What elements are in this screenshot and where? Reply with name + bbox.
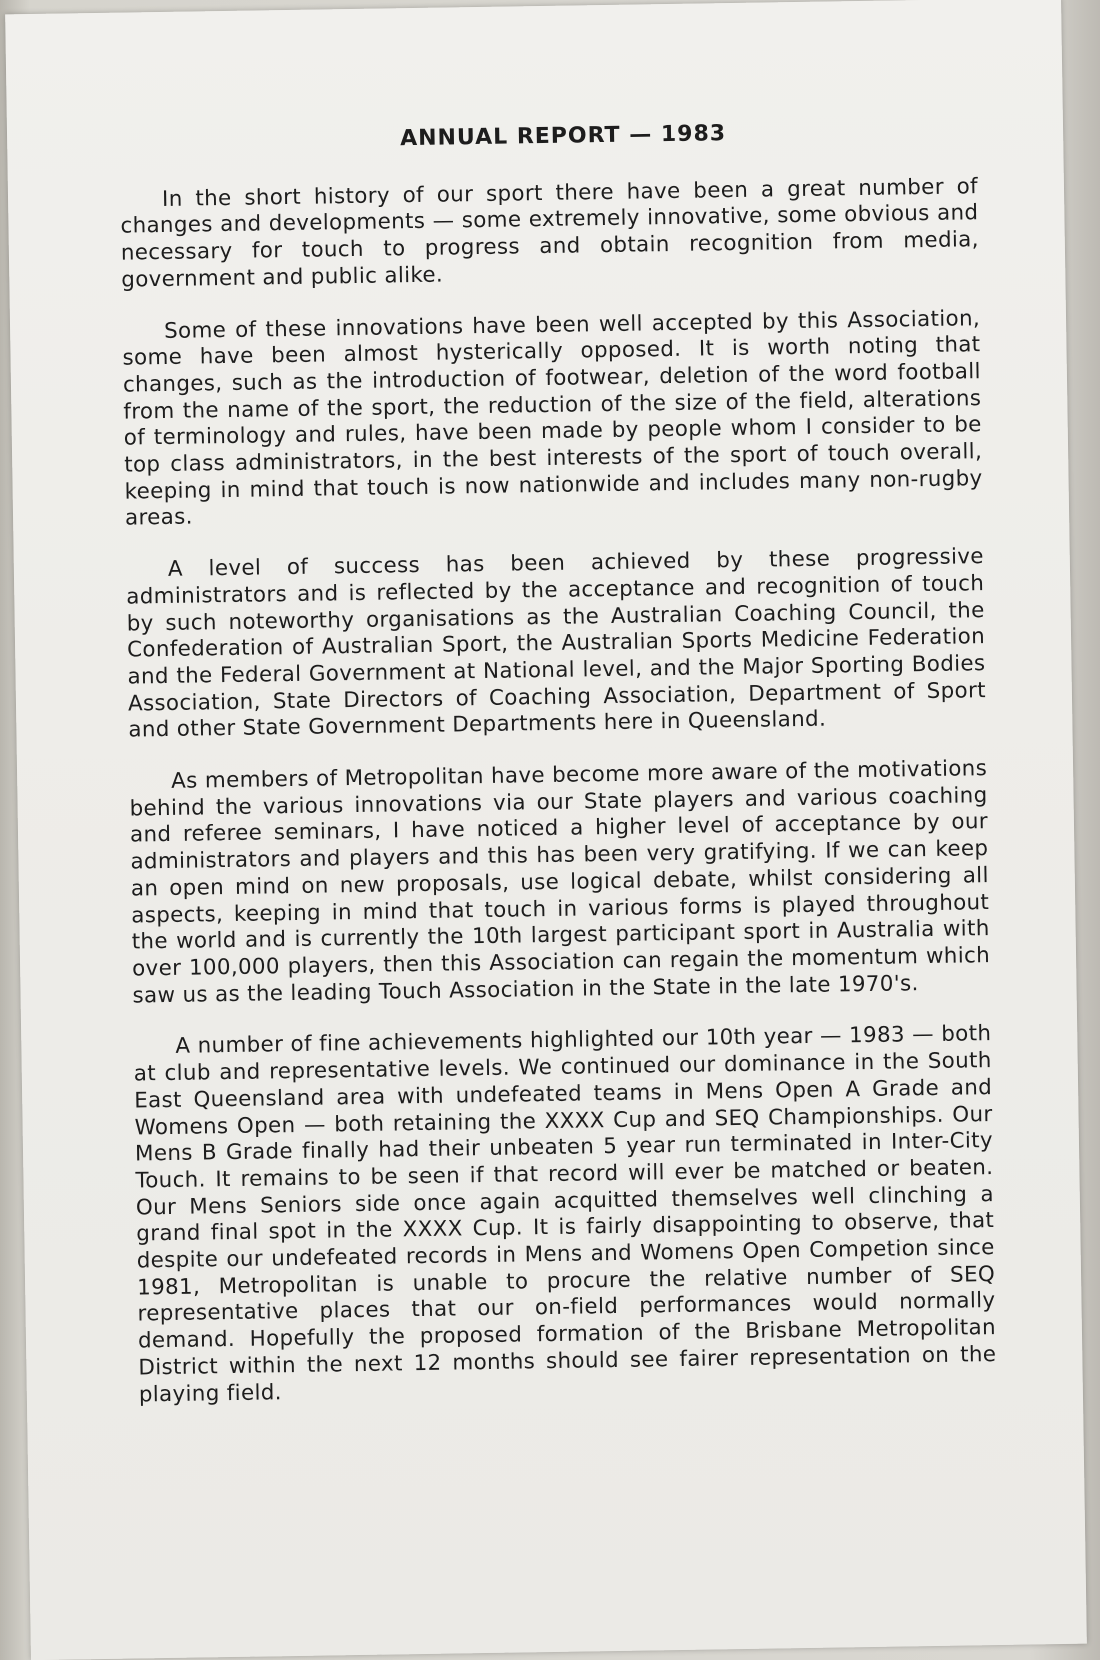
paragraph-3: A level of success has been achieved by these progressive administrators and is reflected by the acceptance and recognition of touch by such noteworthy organisations as the Australian Coaching Council, the Confederation of Australian Sport, the Australian Sports Medicine Federation and the Federal Government at National level, and the Major Sporting Bodies Association, State Directors of Coaching Association, Department of Sport and other State Government Departments here in Queensland.: [126, 544, 987, 743]
paragraph-4: As members of Metropolitan have become more aware of the motivations behind the various innovations via our State players and various coaching and referee seminars, I have noticed a higher level of acceptance by our administrators and players and this has been very gratifying. If we can keep an open mind on new proposals, use logical debate, whilst considering all aspects, keeping in mind that touch in various forms is played throughout the world and is currently the 10th largest participant sport in Australia with over 100,000 players, then this Association can regain the momentum which saw us as the leading Touch Association in the State in the late 1970's.: [129, 756, 991, 1009]
document-page: [5, 0, 1087, 1660]
paragraph-2: Some of these innovations have been well accepted by this Association, some have been almost hysterically opposed. It is worth noting that changes, such as the introduction of footwear, deletion of the word football from the name of the sport, the reduction of the size of the field, alterations of terminology and rules, have been made by people whom I consider to be top class administrators, in the best interests of the sport of touch overall, keeping in mind that touch is now nationwide and includes many non-rugby areas.: [122, 305, 983, 532]
page-title: ANNUAL REPORT — 1983: [399, 121, 727, 152]
report-content: [119, 117, 997, 1434]
paragraph-1: In the short history of our sport there have been a great number of changes and developments — some extremely innovative, some obvious and necessary for touch to progress and obtain recognition from media, government and public alike.: [120, 173, 979, 293]
paragraph-5: A number of fine achievements highlighted our 10th year — 1983 — both at club and representative levels. We continued our dominance in the South East Queensland area with undefeated teams in Mens Open A Grade and Womens Open — both retaining the XXXX Cup and SEQ Championships. Our Mens B Grade finally had their unbeaten 5 year run terminated in Inter-City Touch. It remains to be seen if that record will ever be matched or beaten. Our Mens Seniors side once again acquitted themselves well clinching a grand final spot in the XXXX Cup. It is fairly disappointing to observe, that despite our undefeated records in Mens and Womens Open Competion since 1981, Metropolitan is unable to procure the relative number of SEQ representative places that our on-field performances would normally demand. Hopefully the proposed formation of the Brisbane Metropolitan District within the next 12 months should see fairer representation on the playing field.: [133, 1021, 997, 1407]
